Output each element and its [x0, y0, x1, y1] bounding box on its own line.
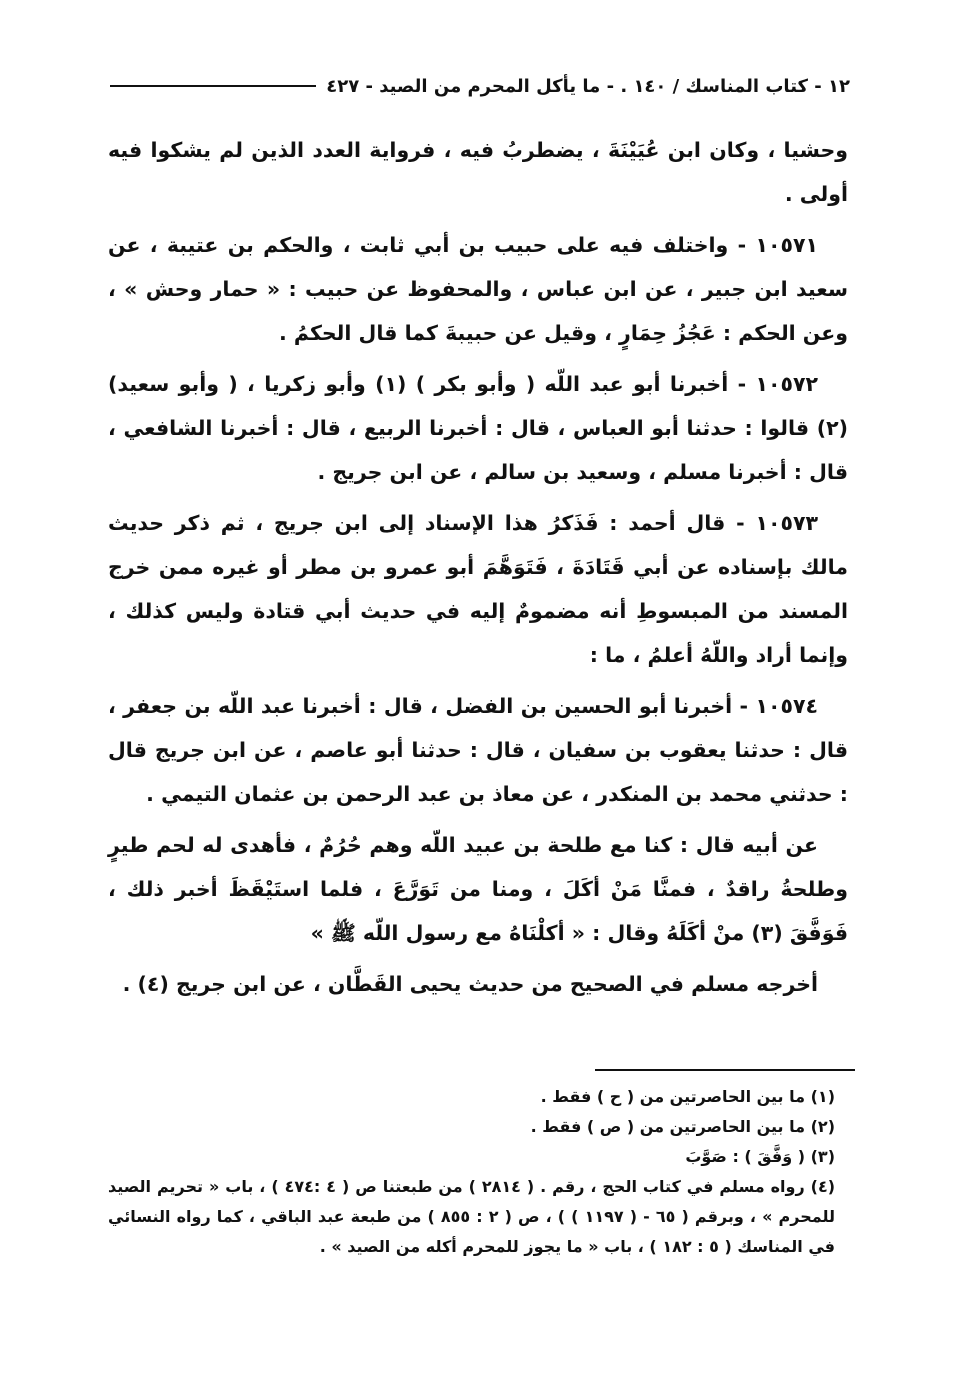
running-header-title: ١٢ - كتاب المناسك / ١٤٠ . - ما يأكل المحرم من الصيد - ٤٢٧ — [326, 75, 850, 97]
footnotes — [108, 1082, 843, 1262]
paragraph-takhrij: أخرجه مسلم في الصحيح من حديث يحيى القَطَّان ، عن ابن جريج (٤) . — [122, 972, 818, 996]
paragraph-continuation: وحشيا ، وكان ابن عُيَيْنَةَ ، يضطربُ فيه ، فرواية العدد الذين لم يشكوا فيه أولى . — [108, 138, 848, 206]
paragraph-10571: ١٠٥٧١ - واختلف فيه على حبيب بن أبي ثابت ، والحكم بن عتيبة ، عن سعيد ابن جبير ، عن ابن عباس ، والمحفوظ عن حبيب : « حمار وحش » ، وعن الحكم : عَجُزُ حِمَارٍ ، وقيل عن حبيبةَ كما قال الحكمُ . — [108, 233, 848, 345]
paragraph-10572: ١٠٥٧٢ - أخبرنا أبو عبد اللّه ( وأبو بكر ) (١) وأبو زكريا ، ( وأبو سعيد) (٢) قالوا : حدثنا أبو العباس ، قال : أخبرنا الربيع ، قال : أخبرنا الشافعي ، قال : أخبرنا مسلم ، وسعيد بن سالم ، عن ابن جريج . — [108, 372, 848, 484]
header-rule — [110, 85, 316, 87]
paragraph-10573: ١٠٥٧٣ - قال أحمد : فَذَكرُ هذا الإسناد إلى ابن جريج ، ثم ذكر حديث مالك بإسناده عن أبي قَتَادَةَ ، فَتَوَهَّمَ أبو عمرو بن مطر أو غيره ممن خرج المسند من المبسوطِ أنه مضمومٌ إليه في حديث أبي قتادة وليس كذلك ، وإنما أراد واللّهُ أعلمُ ، ما : — [108, 511, 848, 667]
footnote-2: (٢) ما بين الحاصرتين من ( ص ) فقط . — [530, 1117, 835, 1136]
footnote-1: (١) ما بين الحاصرتين من ( ح ) فقط . — [540, 1087, 835, 1106]
paragraph-10574: ١٠٥٧٤ - أخبرنا أبو الحسين بن الفضل ، قال : أخبرنا عبد اللّه بن جعفر ، قال : حدثنا يعقوب بن سفيان ، قال : حدثنا أبو عاصم ، عن ابن جريج قال : حدثني محمد بن المنكدر ، عن معاذ بن عبد الرحمن بن عثمان التيمي . — [108, 694, 848, 806]
footnote-3: (٣) ( وَفَّقَ ) : صَوَّبَ — [685, 1147, 835, 1166]
footnote-separator — [595, 1069, 855, 1071]
footnote-4: (٤) رواه مسلم في كتاب الحج ، رقم . ( ٢٨١٤ ) من طبعتنا ص ( ٤ :٤٧٤ ) ، باب « تحريم الصيد للمحرم » ، وبرقم ( ٦٥ - ( ١١٩٧ ) ) ، ص ( ٢ : ٨٥٥ ) من طبعة عبد الباقي ، كما رواه النسائي في المناسك ( ٥ : ١٨٢ ) ، باب « ما يجوز للمحرم أكله من الصيد » . — [108, 1177, 836, 1256]
running-header — [110, 68, 850, 104]
main-text — [108, 128, 848, 1006]
paragraph-hadith-text: عن أبيه قال : كنا مع طلحة بن عبيد اللّه وهم حُرُمٌ ، فأهدى له لحم طيرٍ وطلحةُ راقدٌ ، فمنَّا مَنْ أكَلَ ، ومنا من تَوَرَّعَ ، فلما استَيْقَظَ أخبر ذلك ، فَوَفَّقَ (٣) منْ أكَلَهُ وقال : « أكلْنَاهُ مع رسول اللّه ﷺ » — [108, 833, 848, 945]
